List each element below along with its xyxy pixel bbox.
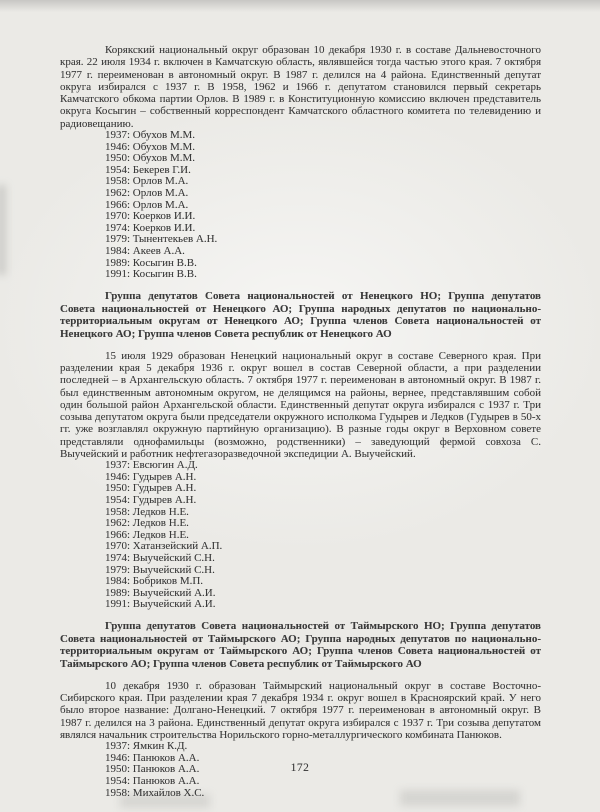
deputy-line: 1989: Косыгин В.В.: [105, 256, 197, 269]
nenets-okrug-paragraph: 15 июля 1929 образован Ненецкий национальный округ в составе Северного края. При разделении края 5 декабря 1936 г. округ вошел в состав Северной области, а при разделении последней – в Архангельскую область. 7 октября 1977 г. переименован в автономный округ. В 1987 г. был единственным автономным округом, не делящимся на районы, вернее, представлявшим собой один большой район Архангельской области. Единственный депутат округа избирался с 1937 г. Три созыва депутатом округа были председатели окружного исполкома Гудырев и Ледков (Гудырев в 50-х гг. уже возглавлял окружную партийную организацию). В разные годы округ в Верховном совете представляли однофамильцы (возможно, родственники) – заведующий фермой совхоза С. Выучейский и работник нефтегазоразведочной экспедиции А. Выучейский.: [60, 349, 541, 460]
section-nenets-okrug: [60, 290, 541, 611]
deputy-line: 1950: Обухов М.М.: [105, 152, 196, 165]
deputy-line: 1966: Орлов М.А.: [105, 198, 189, 211]
deputy-line: 1937: Обухов М.М.: [105, 129, 196, 142]
deputy-line: 1954: Гудырев А.Н.: [105, 494, 197, 507]
deputy-line: 1950: Панюков А.А.: [105, 763, 200, 776]
koryak-deputies-list: [60, 130, 541, 281]
deputy-line: 1958: Ледков Н.Е.: [105, 505, 189, 518]
page-content: [60, 44, 541, 799]
deputy-line: 1958: Орлов М.А.: [105, 175, 189, 188]
deputy-line: 1974: Выучейский С.Н.: [105, 552, 215, 565]
deputy-line: 1991: Косыгин В.В.: [105, 268, 197, 281]
deputy-line: 1979: Тынентекьев А.Н.: [105, 233, 218, 246]
deputy-line: 1970: Коерков И.И.: [105, 210, 196, 223]
deputy-line: 1984: Бобриков М.П.: [105, 575, 204, 588]
taymyr-group-heading: Группа депутатов Совета национальностей от Таймырского НО; Группа депутатов Совета национальностей от Таймырского АО; Группа народных депутатов по национально-территориальным округам от Таймырского АО; Группа членов Совета национальностей от Таймырского АО; Группа членов Совета республик от Таймырского АО: [60, 620, 541, 671]
deputy-line: 1970: Хатанзейский А.П.: [105, 540, 223, 553]
deputy-line: 1937: Ямкин К.Д.: [105, 740, 188, 753]
scan-edge-artifact: [0, 0, 600, 12]
nenets-group-heading: Группа депутатов Совета национальностей от Ненецкого НО; Группа депутатов Совета национальностей от Ненецкого АО; Группа народных депутатов по национально-территориальным округам от Ненецкого АО; Группа членов Совета национальностей от Ненецкого АО; Группа членов Совета республик от Ненецкого АО: [60, 289, 541, 340]
section-koryak-okrug: [60, 44, 541, 281]
deputy-line: 1950: Гудырев А.Н.: [105, 482, 197, 495]
page-number: 172: [290, 762, 310, 774]
deputy-line: 1962: Орлов М.А.: [105, 187, 189, 200]
deputy-line: 1946: Панюков А.А.: [105, 751, 200, 764]
deputy-line: 1962: Ледков Н.Е.: [105, 517, 189, 530]
deputy-line: 1979: Выучейский С.Н.: [105, 563, 215, 576]
deputy-line: 1954: Бекерев Г.И.: [105, 163, 191, 176]
koryak-okrug-paragraph: Корякский национальный округ образован 10 декабря 1930 г. в составе Дальневосточного края. 22 июля 1934 г. включен в Камчатскую область, являвшейся тогда частью этого края. 7 октября 1977 г. переименован в автономный округ. В 1987 г. делился на 4 района. Единственный депутат округа избирался с 1937 г. В 1958, 1962 и 1966 г. депутатом становился первый секретарь Камчатского обкома партии Орлов. В 1989 г. в Конституционную комиссию включен представитель округа Косыгин – собственный корреспондент Камчатского областного комитета по телевидению и радиовещанию.: [60, 44, 541, 130]
deputy-line: 1958: Михайлов Х.С.: [105, 786, 205, 799]
deputy-line: 1946: Обухов М.М.: [105, 140, 196, 153]
nenets-deputies-list: [60, 460, 541, 611]
deputy-line: 1954: Панюков А.А.: [105, 775, 200, 788]
scan-artifact: [0, 185, 6, 275]
deputy-line: 1946: Гудырев А.Н.: [105, 470, 197, 483]
taymyr-okrug-paragraph: 10 декабря 1930 г. образован Таймырский национальный округ в составе Восточно-Сибирского края. При разделении края 7 декабря 1934 г. округ вошел в Красноярский край. У него было второе название: Долгано-Ненецкий. 7 октября 1977 г. переименован в автономный округ. В 1987 г. делился на 3 района. Единственный депутат округа избирался с 1937 г. Три созыва депутатом являлся начальник строительства Норильского горно-металлургического комбината Панюков.: [60, 679, 541, 741]
deputy-line: 1989: Выучейский А.И.: [105, 586, 216, 599]
deputy-line: 1974: Коерков И.И.: [105, 221, 196, 234]
deputy-line: 1984: Акеев А.А.: [105, 245, 185, 258]
deputy-line: 1937: Евсюгин А.Д.: [105, 459, 198, 472]
deputy-line: 1966: Ледков Н.Е.: [105, 528, 189, 541]
deputy-line: 1991: Выучейский А.И.: [105, 598, 216, 611]
